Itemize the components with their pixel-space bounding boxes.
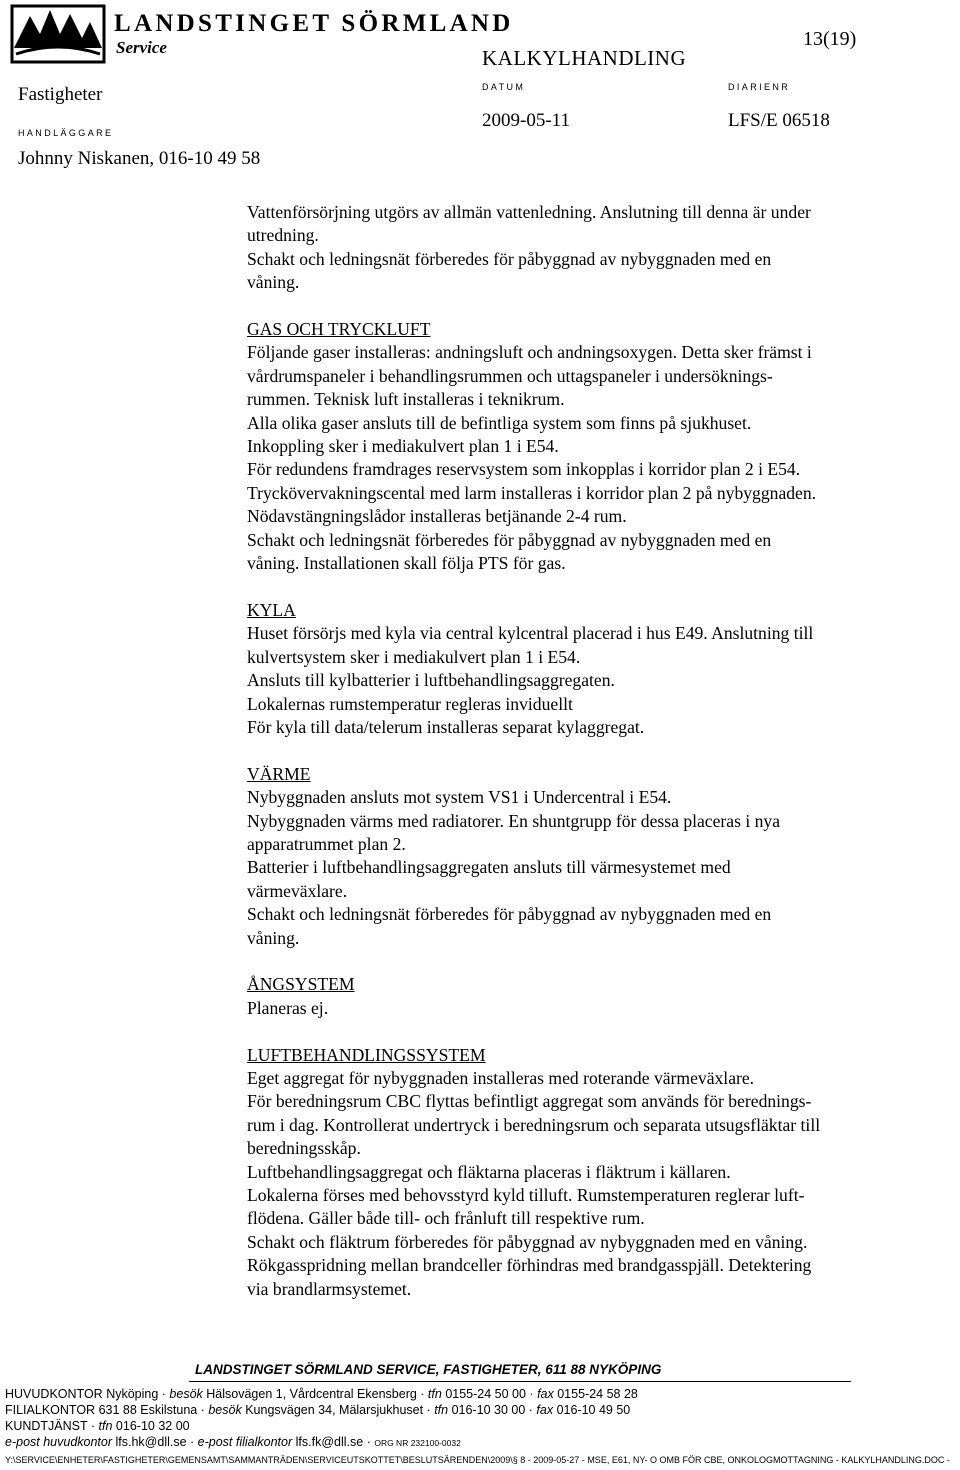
body-line: utredning. <box>247 225 319 246</box>
footer-phone: 016-10 32 00 <box>115 1419 190 1433</box>
footer-address: Hälsovägen 1, Vårdcentral Ekensberg <box>206 1387 417 1401</box>
footer-kundtjanst: KUNDTJÄNST · tfn 016-10 32 00 <box>5 1419 190 1433</box>
document-body <box>247 201 937 1301</box>
body-line: För kyla till data/telerum installeras separat kylaggregat. <box>247 716 645 737</box>
section-heading-luftbehandling: LUFTBEHANDLINGSSYSTEM <box>247 1044 486 1065</box>
body-line: Planeras ej. <box>247 997 329 1018</box>
body-line: Ansluts till kylbatterier i luftbehandlingsaggregaten. <box>247 670 615 691</box>
body-line: Luftbehandlingsaggregat och fläktarna placeras i fläktrum i källaren. <box>247 1161 731 1182</box>
body-line: Nybyggnaden värms med radiatorer. En shuntgrupp för dessa placeras i nya <box>247 810 781 831</box>
varme-section <box>247 763 937 950</box>
body-line: Schakt och fläktrum förberedes för påbyggnad av nybyggnaden med en våning. <box>247 1231 808 1252</box>
handlaggare-value: Johnny Niskanen, 016-10 49 58 <box>18 148 261 169</box>
footer-phone: 016-10 30 00 <box>451 1403 526 1417</box>
body-line: Lokalernas rumstemperatur regleras inviduellt <box>247 693 573 714</box>
department: Fastigheter <box>18 84 103 105</box>
footer-label: HUVUDKONTOR <box>5 1387 103 1401</box>
label-datum: DATUM <box>482 82 526 92</box>
footer-fax: 016-10 49 50 <box>556 1403 631 1417</box>
gas-section <box>247 318 937 575</box>
body-line: Eget aggregat för nybyggnaden installeras med roterande värmeväxlare. <box>247 1067 755 1088</box>
body-line: Schakt och ledningsnät förberedes för påbyggnad av nybyggnaden med en <box>247 529 772 550</box>
body-line: Nödavstängningslådor installeras betjänande 2-4 rum. <box>247 506 627 527</box>
angsystem-section <box>247 973 937 1020</box>
body-line: flödena. Gäller både till- och frånluft till respektive rum. <box>247 1208 645 1229</box>
body-line: För beredningsrum CBC flyttas befintligt aggregat som används för berednings- <box>247 1091 812 1112</box>
footer-phone-label: tfn <box>434 1403 449 1417</box>
footer-fax-label: fax <box>537 1387 554 1401</box>
body-line: våning. <box>247 272 300 293</box>
footer-email-hk-label: e-post huvudkontor <box>5 1435 113 1449</box>
footer-huvudkontor: HUVUDKONTOR Nyköping · besök Hälsovägen 1, Vårdcentral Ekensberg · tfn 0155-24 50 00 · fax 0155-24 58 28 <box>5 1387 638 1401</box>
section-heading-kyla: KYLA <box>247 599 296 620</box>
footer-label: FILIALKONTOR <box>5 1403 96 1417</box>
footer-email-fk-label: e-post filialkontor <box>197 1435 293 1449</box>
body-line: Lokalerna förses med behovsstyrd kyld tilluft. Rumstemperaturen reglerar luft- <box>247 1184 805 1205</box>
footer-visit-label: besök <box>169 1387 203 1401</box>
footer-email: e-post huvudkontor lfs.hk@dll.se · e-post filialkontor lfs.fk@dll.se · ORG NR 232100-0032 <box>5 1435 461 1449</box>
body-line: Rökgasspridning mellan brandceller förhindras med brandgasspjäll. Detektering <box>247 1255 812 1276</box>
footer-phone-label: tfn <box>98 1419 113 1433</box>
org-subtitle: Service <box>116 38 167 57</box>
body-line: våning. Installationen skall följa PTS för gas. <box>247 553 566 574</box>
footer-fax: 0155-24 58 28 <box>557 1387 638 1401</box>
footer-org-nr: ORG NR 232100-0032 <box>374 1438 461 1448</box>
body-line: beredningsskåp. <box>247 1138 361 1159</box>
body-line: Schakt och ledningsnät förberedes för påbyggnad av nybyggnaden med en <box>247 904 772 925</box>
footer-city: 631 88 Eskilstuna <box>98 1403 198 1417</box>
body-line: För redundens framdrages reservsystem som inkopplas i korridor plan 2 i E54. <box>247 459 801 480</box>
intro-section <box>247 201 937 295</box>
org-name: LANDSTINGET SÖRMLAND <box>114 10 514 37</box>
body-line: Huset försörjs med kyla via central kylcentral placerad i hus E49. Anslutning till <box>247 623 814 644</box>
body-line: apparatrummet plan 2. <box>247 833 406 854</box>
body-line: Alla olika gaser ansluts till de befintliga system som finns på sjukhuset. <box>247 412 752 433</box>
body-line: Tryckövervakningscental med larm installeras i korridor plan 2 på nybyggnaden. <box>247 482 817 503</box>
section-heading-angsystem: ÅNGSYSTEM <box>247 974 355 995</box>
file-path: Y:\SERVICE\ENHETER\FASTIGHETER\GEMENSAMT\SAMMANTRÄDEN\SERVICEUTSKOTTET\BESLUTSÄRENDEN\2009\§ 8 - 2009-05-27 - MSE, E61, NY- O OMB FÖR CBE, ONKOLOGMOTTAGNING - KALKYLHANDLING.DOC - <box>5 1455 950 1465</box>
body-line: via brandlarmsystemet. <box>247 1278 412 1299</box>
body-line: Följande gaser installeras: andningsluft och andningsoxygen. Detta sker främst i <box>247 342 812 363</box>
body-line: Batterier i luftbehandlingsaggregaten ansluts till värmesystemet med <box>247 857 731 878</box>
footer-fax-label: fax <box>536 1403 554 1417</box>
body-line: Inkoppling sker i mediakulvert plan 1 i E54. <box>247 436 559 457</box>
diarienr-value: LFS/E 06518 <box>728 110 830 131</box>
label-handlaggare: HANDLÄGGARE <box>18 128 114 138</box>
footer-visit-label: besök <box>208 1403 242 1417</box>
page-number: 13(19) <box>803 28 857 50</box>
footer-email-hk-link[interactable]: lfs.hk@dll.se <box>115 1435 187 1449</box>
section-heading-gas: GAS OCH TRYCKLUFT <box>247 319 431 340</box>
label-diarienr: DIARIENR <box>728 82 791 92</box>
landstinget-logo-icon <box>10 4 106 64</box>
footer-address: Kungsvägen 34, Mälarsjukhuset <box>245 1403 424 1417</box>
footer-email-fk-link[interactable]: lfs.fk@dll.se <box>295 1435 364 1449</box>
footer-filialkontor: FILIALKONTOR 631 88 Eskilstuna · besök Kungsvägen 34, Mälarsjukhuset · tfn 016-10 30 00 · fax 016-10 49 50 <box>5 1403 631 1417</box>
footer-title: LANDSTINGET SÖRMLAND SERVICE, FASTIGHETER, 611 88 NYKÖPING <box>195 1362 662 1377</box>
footer-phone-label: tfn <box>427 1387 442 1401</box>
body-line: värmeväxlare. <box>247 880 348 901</box>
body-line: kulvertsystem sker i mediakulvert plan 1 i E54. <box>247 646 581 667</box>
luft-section <box>247 1044 937 1301</box>
body-line: rum i dag. Kontrollerat undertryck i beredningsrum och separata utsugsfläktar till <box>247 1114 821 1135</box>
body-line: vårdrumspaneler i behandlingsrummen och uttagspaneler i undersöknings- <box>247 365 773 386</box>
body-line: rummen. Teknisk luft installeras i teknikrum. <box>247 389 565 410</box>
body-line: Nybyggnaden ansluts mot system VS1 i Undercentral i E54. <box>247 787 672 808</box>
kyla-section <box>247 599 937 739</box>
footer-phone: 0155-24 50 00 <box>445 1387 526 1401</box>
document-type: KALKYLHANDLING <box>482 46 687 70</box>
body-line: Vattenförsörjning utgörs av allmän vattenledning. Anslutning till denna är under <box>247 202 811 222</box>
footer-city: Nyköping <box>106 1387 159 1401</box>
footer-divider <box>189 1381 851 1382</box>
footer-label: KUNDTJÄNST <box>5 1419 88 1433</box>
document-date: 2009-05-11 <box>482 110 570 131</box>
section-heading-varme: VÄRME <box>247 763 311 784</box>
body-line: Schakt och ledningsnät förberedes för påbyggnad av nybyggnaden med en <box>247 248 772 269</box>
body-line: våning. <box>247 927 300 948</box>
